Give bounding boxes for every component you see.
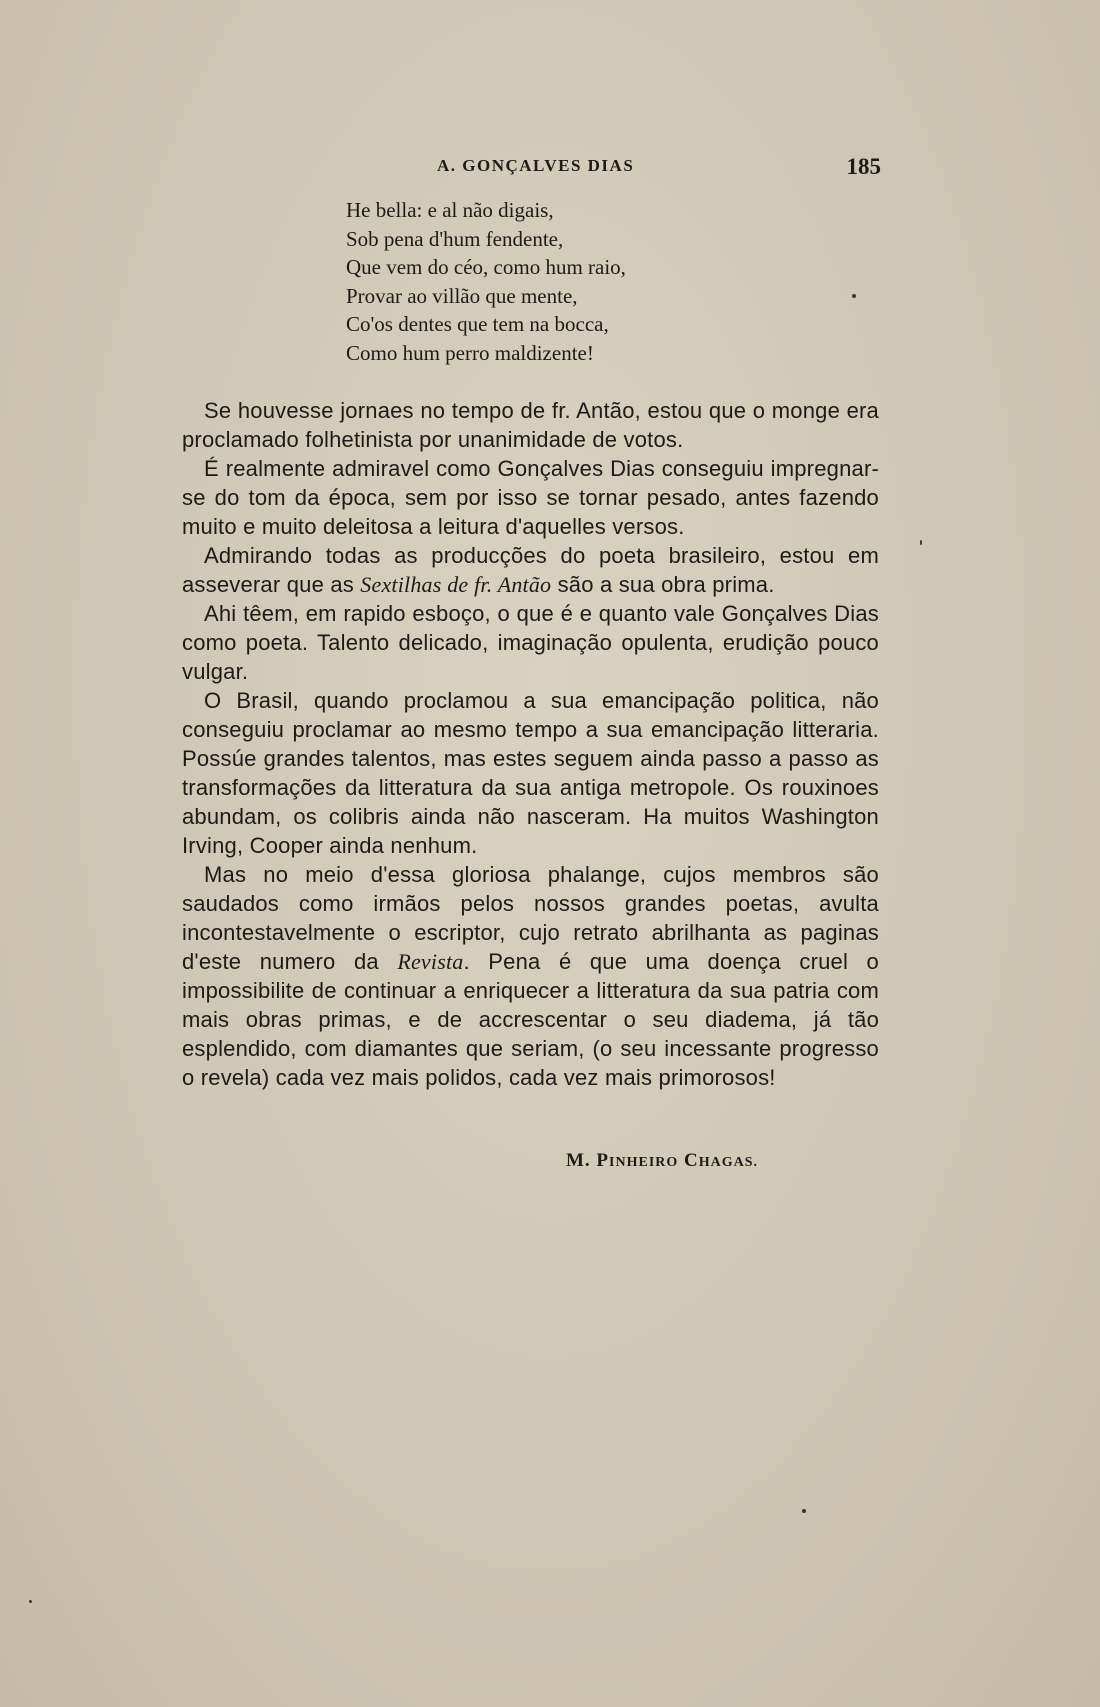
- verse-line: Como hum perro maldizente!: [346, 340, 594, 365]
- paragraph: Se houvesse jornaes no tempo de fr. Antão, estou que o monge era proclamado folhetinista por unanimidade de votos.: [182, 398, 879, 452]
- paper-speck: [852, 294, 856, 298]
- paragraph: Ahi têem, em rapido esboço, o que é e quanto vale Gonçalves Dias como poeta. Talento delicado, imaginação opulenta, erudição pouco vulgar.: [182, 601, 879, 684]
- paragraph-text: Admirando todas as producções do poeta brasileiro, estou em asseverar que as: [182, 543, 879, 597]
- verse-line: He bella: e al não digais,: [346, 198, 554, 222]
- paper-speck: [802, 1509, 806, 1513]
- verse-line: Que vem do céo, como hum raio,: [346, 255, 626, 280]
- paragraph-text: são a sua obra prima.: [551, 572, 775, 597]
- paragraph: [182, 541, 879, 599]
- signature-first-name: INHEIRO: [609, 1155, 679, 1170]
- prose-body: [182, 396, 879, 1092]
- page-header: [437, 154, 881, 184]
- verse-line: Sob pena d'hum fendente,: [346, 226, 564, 251]
- page-number: 185: [846, 154, 881, 179]
- paper-speck: [920, 540, 922, 545]
- signature-initial: M. P: [566, 1150, 610, 1171]
- author-signature: [566, 1150, 758, 1172]
- paragraph-text: . Pena é que uma doença cruel o impossibilite de continuar a enriquecer a litteratura da sua patria com mais obras primas, e de accrescentar o seu diadema, já tão esplendido, com diamantes que seriam, (o seu incessante progresso o revela) cada vez mais polidos, cada vez mais primorosos!: [182, 949, 879, 1090]
- verse-line: Co'os dentes que tem na bocca,: [346, 312, 609, 337]
- signature-last-name: HAGAS.: [698, 1155, 759, 1170]
- italic-title: Sextilhas de fr. Antão: [360, 572, 552, 597]
- paragraph: [182, 860, 879, 1092]
- signature-last-initial: C: [684, 1150, 699, 1171]
- running-title: A. GONÇALVES DIAS: [437, 156, 635, 175]
- paragraph-text: Mas no meio d'essa gloriosa phalange, cujos membros são saudados como irmãos pelos nossos grandes poetas, avulta incontestavelmente o escriptor, cujo retrato abrilhanta as paginas d'este numero da: [182, 862, 879, 974]
- verse-stanza: [346, 196, 766, 368]
- italic-title: Revista: [397, 949, 464, 974]
- paragraph: O Brasil, quando proclamou a sua emancipação politica, não conseguiu proclamar ao mesmo tempo a sua emancipação litteraria. Possúe grandes talentos, mas estes seguem ainda passo a passo as transformações da litteratura da sua antiga metropole. Os rouxinoes abundam, os colibris ainda não nasceram. Ha muitos Washington Irving, Cooper ainda nenhum.: [182, 688, 879, 858]
- paragraph: É realmente admiravel como Gonçalves Dias conseguiu impregnar-se do tom da época, sem por isso se tornar pesado, antes fazendo muito e muito deleitosa a leitura d'aquelles versos.: [182, 456, 879, 539]
- verse-line: Provar ao villão que mente,: [346, 283, 578, 308]
- paper-speck: [29, 1600, 32, 1603]
